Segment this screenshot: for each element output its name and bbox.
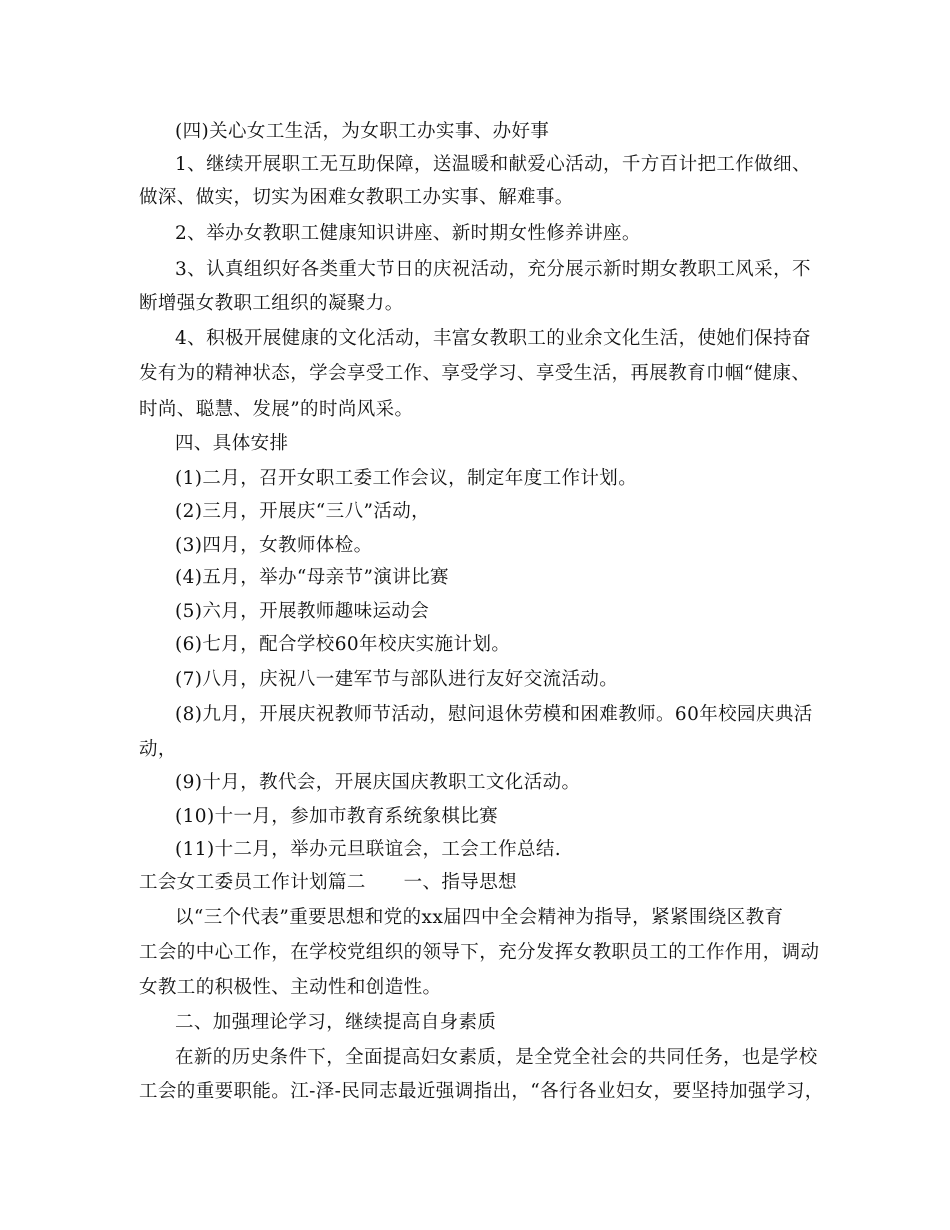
schedule-item: (4)五月，举办“母亲节”演讲比赛	[175, 567, 449, 588]
text-line: 3、认真组织好各类重大节日的庆祝活动，充分展示新时期女教职工风采，不	[175, 259, 811, 280]
text-line: 工会的重要职能。江-泽-民同志最近强调指出，“各行各业妇女，要坚持加强学习，	[139, 1081, 824, 1102]
text-line: 做深、做实，切实为困难女教职工办实事、解难事。	[139, 187, 574, 208]
text-line: 以“三个代表”重要思想和党的xx届四中全会精神为指导，紧紧围绕区教育	[175, 907, 784, 928]
text-line: 断增强女教职工组织的凝聚力。	[139, 293, 404, 314]
text-line: 2、举办女教职工健康知识讲座、新时期女性修养讲座。	[175, 223, 641, 244]
text-line: 4、积极开展健康的文化活动，丰富女教职工的业余文化生活，使她们保持奋	[175, 328, 811, 349]
section-heading: 四、具体安排	[175, 433, 289, 454]
text-line: 1、继续开展职工无互助保障，送温暖和献爱心活动，千方百计把工作做细、	[175, 154, 811, 175]
schedule-item: (5)六月，开展教师趣味运动会	[175, 601, 430, 622]
schedule-item: (1)二月，召开女职工委工作会议，制定年度工作计划。	[175, 468, 638, 489]
schedule-item: (10)十一月，参加市教育系统象棋比赛	[175, 806, 499, 827]
schedule-item: (6)七月，配合学校60年校庆实施计划。	[175, 634, 511, 655]
schedule-item: (8)九月，开展庆祝教师节活动，慰问退休劳模和困难教师。60年校园庆典活	[175, 704, 813, 725]
text-line: 在新的历史条件下，全面提高妇女素质，是全党全社会的共同任务，也是学校	[175, 1047, 818, 1068]
schedule-item: (3)四月，女教师体检。	[175, 535, 373, 556]
section-heading: 工会女工委员工作计划篇二 一、指导思想	[139, 872, 518, 893]
text-line: 发有为的精神状态，学会享受工作、享受学习、享受生活，再展教育巾帼“健康、	[139, 363, 811, 384]
text-line: 动，	[139, 739, 177, 760]
text-line: 女教工的积极性、主动性和创造性。	[139, 977, 442, 998]
schedule-item: (7)八月，庆祝八一建军节与部队进行友好交流活动。	[175, 669, 619, 690]
schedule-item: (2)三月，开展庆“三八”活动，	[175, 501, 431, 522]
section-heading: 二、加强理论学习，继续提高自身素质	[175, 1012, 497, 1033]
text-line: 工会的中心工作，在学校党组织的领导下，充分发挥女教职员工的工作作用，调动	[139, 942, 820, 963]
text-line: 时尚、聪慧、发展”的时尚风采。	[139, 399, 414, 420]
schedule-item: (9)十月，教代会，开展庆国庆教职工文化活动。	[175, 772, 581, 793]
text-line: (四)关心女工生活，为女职工办实事、办好事	[175, 121, 550, 142]
schedule-item: (11)十二月，举办元旦联谊会，工会工作总结.	[175, 839, 562, 860]
